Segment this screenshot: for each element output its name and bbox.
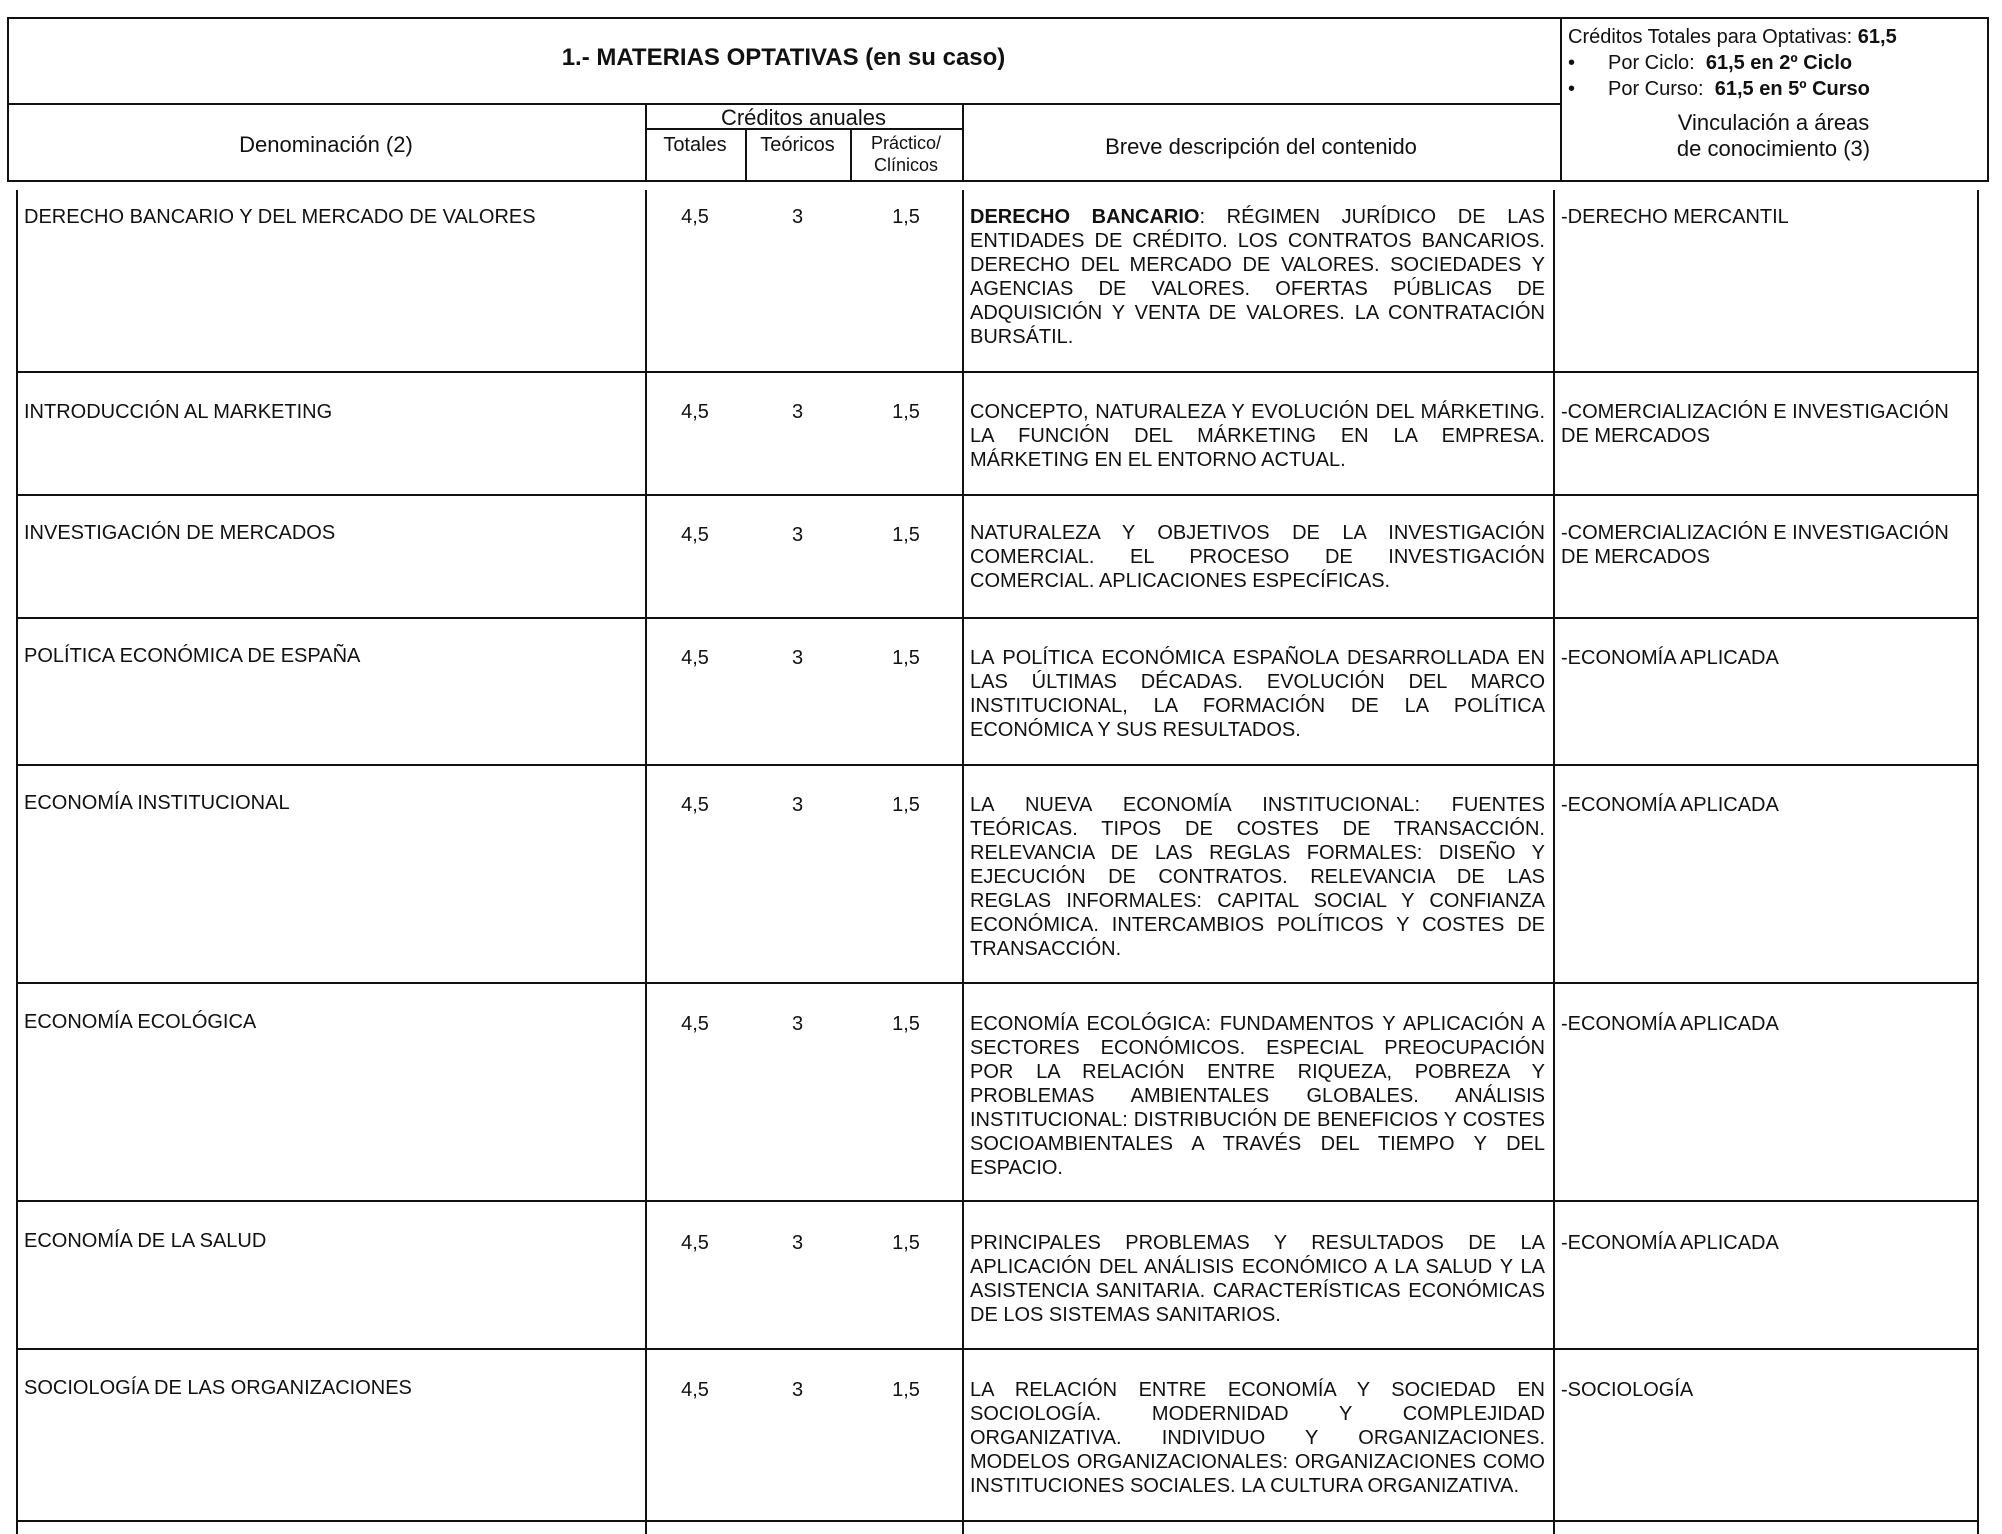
row-divider [16,764,1978,766]
practicos-line-2: Clínicos [873,155,939,175]
header-top-border [7,17,1989,19]
subject-name: ECONOMÍA ECOLÓGICA [24,1011,257,1033]
credit-total-line [1568,24,1988,50]
credits-teoricos: 3 [791,647,804,669]
curso-label: Por Curso: [1608,78,1704,100]
credits-totales: 4,5 [681,794,709,816]
row-divider [16,1520,1978,1522]
knowledge-area: -COMERCIALIZACIÓN E INVESTIGACIÓN DE MERCADOS [1561,522,1949,568]
credits-teoricos: 3 [791,1379,804,1401]
col-header-descripcion: Breve descripción del contenido [1105,134,1417,159]
credits-totales: 4,5 [681,206,709,228]
credit-total-label: Créditos Totales para Optativas: [1568,26,1853,48]
credits-practicos: 1,5 [892,1379,920,1401]
body-left-border [16,190,18,1534]
credits-teoricos: 3 [791,1232,804,1254]
body-col-border-2 [962,190,964,1534]
curso-value: 61,5 en 5º Curso [1714,78,1870,100]
credits-totales: 4,5 [681,524,709,546]
credits-teoricos: 3 [791,794,804,816]
body-col-border-3 [1553,190,1555,1534]
credits-practicos: 1,5 [892,401,920,423]
col-header-teoricos: Teóricos [760,134,835,156]
description-text: : RÉGIMEN JURÍDICO DE LAS ENTIDADES DE CRÉDITO. LOS CONTRATOS BANCARIOS. DERECHO DEL MERCADO DE VALORES. SOCIEDADES Y AGENCIAS DE VALORES. OFERTAS PÚBLICAS DE ADQUISICIÓN Y VENTA DE VALORES. LA CONTRATACIÓN BURSÁTIL. [970,206,1546,348]
credit-ciclo-line [1568,50,1988,76]
col-header-creditos-anuales: Créditos anuales [720,105,887,130]
subject-name: DERECHO BANCARIO Y DEL MERCADO DE VALORES [24,206,536,228]
subject-name: INTRODUCCIÓN AL MARKETING [24,401,333,423]
subject-description: LA NUEVA ECONOMÍA INSTITUCIONAL: FUENTES TEÓRICAS. TIPOS DE COSTES DE TRANSACCIÓN. RELEVANCIA DE LAS REGLAS FORMALES: DISEÑO Y EJECUCIÓN DE CONTRATOS. RELEVANCIA DE LAS REGLAS INFORMALES: CAPITAL SOCIAL Y CONFIANZA ECONÓMICA. INTERCAMBIOS POLÍTICOS Y COSTES DE TRANSACCIÓN. [970,794,1545,960]
description-lead: DERECHO BANCARIO [970,206,1200,228]
body-right-border [1977,190,1979,1534]
knowledge-area: -ECONOMÍA APLICADA [1561,794,1779,816]
credits-practicos: 1,5 [892,1232,920,1254]
col-header-totales: Totales [663,134,727,156]
subject-description: LA POLÍTICA ECONÓMICA ESPAÑOLA DESARROLLADA EN LAS ÚLTIMAS DÉCADAS. EVOLUCIÓN DEL MARCO INSTITUCIONAL, LA FORMACIÓN DE LA POLÍTICA ECONÓMICA Y SUS RESULTADOS. [970,647,1545,741]
subject-description [970,205,1545,349]
col-header-denominacion: Denominación (2) [239,132,413,157]
vinculacion-line-2: de conocimiento (3) [1676,136,1871,161]
bullet-icon: • [1568,78,1576,100]
knowledge-area: -SOCIOLOGÍA [1561,1379,1694,1401]
body-col-border-1 [645,190,647,1534]
credits-practicos: 1,5 [892,794,920,816]
credit-total-value: 61,5 [1857,26,1897,48]
vinculacion-line-1: Vinculación a áreas [1677,110,1870,135]
credits-totales: 4,5 [681,401,709,423]
credits-totales: 4,5 [681,1232,709,1254]
credits-teoricos: 3 [791,1013,804,1035]
row-divider [16,1348,1978,1350]
credits-practicos: 1,5 [892,206,920,228]
credits-teoricos: 3 [791,206,804,228]
subject-description: NATURALEZA Y OBJETIVOS DE LA INVESTIGACIÓN COMERCIAL. EL PROCESO DE INVESTIGACIÓN COMERCIAL. APLICACIONES ESPECÍFICAS. [970,522,1545,592]
col-header-vinculacion [1560,110,1987,162]
credits-totales: 4,5 [681,1379,709,1401]
ciclo-label: Por Ciclo: [1608,52,1695,74]
credits-practicos: 1,5 [892,524,920,546]
subject-description: PRINCIPALES PROBLEMAS Y RESULTADOS DE LA APLICACIÓN DEL ANÁLISIS ECONÓMICO A LA SALUD Y LA ASISTENCIA SANITARIA. CARACTERÍSTICAS ECONÓMICAS DE LOS SISTEMAS SANITARIOS. [970,1232,1545,1326]
header-bottom-border [7,180,1989,182]
subject-description: ECONOMÍA ECOLÓGICA: FUNDAMENTOS Y APLICACIÓN A SECTORES ECONÓMICOS. ESPECIAL PREOCUPACIÓN POR LA RELACIÓN ENTRE RIQUEZA, POBREZA Y PROBLEMAS AMBIENTALES GLOBALES. ANÁLISIS INSTITUCIONAL: DISTRIBUCIÓN DE BENEFICIOS Y COSTES SOCIOAMBIENTALES A TRAVÉS DEL TIEMPO Y DEL ESPACIO. [970,1013,1545,1179]
practicos-line-1: Práctico/ [870,133,942,153]
credits-practicos: 1,5 [892,1013,920,1035]
credits-teoricos: 3 [791,524,804,546]
subject-name: SOCIOLOGÍA DE LAS ORGANIZACIONES [24,1377,412,1399]
row-divider [16,982,1978,984]
row-divider [16,617,1978,619]
page-title: 1.- MATERIAS OPTATIVAS (en su caso) [561,44,1006,71]
subject-name: POLÍTICA ECONÓMICA DE ESPAÑA [24,645,361,667]
knowledge-area: -ECONOMÍA APLICADA [1561,1232,1779,1254]
credits-practicos: 1,5 [892,647,920,669]
knowledge-area: -COMERCIALIZACIÓN E INVESTIGACIÓN DE MERCADOS [1561,401,1949,447]
ciclo-value: 61,5 en 2º Ciclo [1705,52,1853,74]
subject-name: INVESTIGACIÓN DE MERCADOS [24,522,336,544]
credits-teoricos: 3 [791,401,804,423]
bullet-icon: • [1568,52,1576,74]
credits-totales: 4,5 [681,647,709,669]
row-divider [16,1200,1978,1202]
subject-description: LA RELACIÓN ENTRE ECONOMÍA Y SOCIEDAD EN SOCIOLOGÍA. MODERNIDAD Y COMPLEJIDAD ORGANIZATIVA. INDIVIDUO Y ORGANIZACIONES. MODELOS ORGANIZACIONALES: ORGANIZACIONES COMO INSTITUCIONES SOCIALES. LA CULTURA ORGANIZATIVA. [970,1379,1545,1497]
subject-name: ECONOMÍA INSTITUCIONAL [24,792,290,814]
col-header-practicos [850,132,962,176]
knowledge-area: -ECONOMÍA APLICADA [1561,647,1779,669]
knowledge-area: -DERECHO MERCANTIL [1561,206,1789,228]
credits-totales: 4,5 [681,1013,709,1035]
row-divider [16,371,1978,373]
credit-curso-line [1568,76,1988,102]
subject-description: CONCEPTO, NATURALEZA Y EVOLUCIÓN DEL MÁRKETING. LA FUNCIÓN DEL MÁRKETING EN LA EMPRESA. MÁRKETING EN EL ENTORNO ACTUAL. [970,401,1545,471]
credit-summary [1568,24,1988,102]
row-divider [16,494,1978,496]
knowledge-area: -ECONOMÍA APLICADA [1561,1013,1779,1035]
subject-name: ECONOMÍA DE LA SALUD [24,1230,267,1252]
